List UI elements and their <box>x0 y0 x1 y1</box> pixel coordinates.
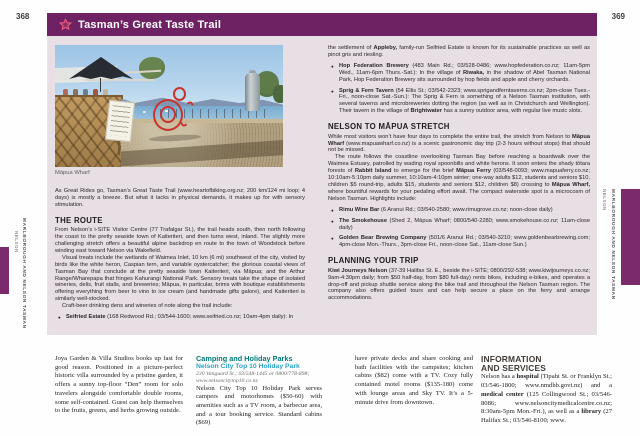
bullet-icon: ● <box>58 315 61 321</box>
spine-section-label-right: NELSON <box>602 189 607 211</box>
photo-roof-beam <box>85 79 155 81</box>
photo-tree-right-small <box>273 85 283 103</box>
feature-title-bar <box>47 13 597 36</box>
list-item-text: Hop Federation Brewery (483 Main Rd.; 03/528-0486; www.hopfederation.co.nz; 11am-5pm Wed., 11am-6pm Thurs.-Sat.): In the village of Riwaka, in the shadow of Abel Tasman National Park, Hop Federation Brewery sits surrounded by hop fields and apple and cherry orchards. <box>339 62 590 83</box>
holiday-park-subheading: Nelson City Top 10 Holiday Park <box>196 363 300 370</box>
spine-tab-right <box>621 189 640 285</box>
list-item-rimu-wine-bar <box>328 207 590 214</box>
spine-region-label-left: MARLBOROUGH AND NELSON TASMAN <box>21 218 26 329</box>
list-item-seifried-estate <box>55 314 305 321</box>
photo-caption: Māpua Wharf <box>55 170 90 176</box>
body-column-joya-garden <box>55 355 183 416</box>
body-text: Joya Garden & Villa Studios books up fast for good reason. Positioned in a picture-perfect historic villa surrounded by a pristine garden, it offers a sunny top-floor “Den” room for solo travelers alongside comfortable double rooms, some self-contained. Guest can help themselves to the fruits, greens, and herbs growing outside. <box>55 355 183 415</box>
planning-heading: PLANNING YOUR TRIP <box>328 256 419 266</box>
intro-paragraph: As Great Rides go, Tasman’s Great Taste Trail (www.heartofbiking.org.nz; 200 km/124 mi loop; 4 days) is mostly a breeze. But what it lacks in physical demands, it makes up for with sensory stimulation. <box>55 188 305 208</box>
feature-right-column <box>328 45 590 335</box>
camping-heading: Camping and Holiday Parks <box>196 354 293 363</box>
route-heading: THE ROUTE <box>55 215 103 225</box>
list-item-text: Sprig & Fern Tavern (54 Ellis St.; 03/542-2323; www.sprigandferntaverns.co.nz; 2pm-close Tues.-Fri., noon-close Sat.-Sun.): The Sprig & Fern is something of a Nelson Tasman institution, with several taverns and microbreweries dotting the region (as well as in Christchurch and Wellington). Their tavern in the village of Brightwater has a sunny outdoor area, with regular live music slots. <box>339 87 590 115</box>
list-item-text: Golden Bear Brewing Company (501/6 Aranui Rd.; 03/540-3210; www.goldenbearbrewing.com; 4pm-close Mon.-Thurs., 3pm-close Fri., noon-close Sat., 11am-close Sun.) <box>339 235 591 249</box>
route-paragraph-2: Visual treats include the wetlands of Waimea Inlet, 10 km (6 mi) southwest of the city, visited by birds like the white heron, Caspian tern, and variable oystercatcher; the glorious coastal views of Tasman Bay that conclude at the pretty seaside town Kaiteriteri, via Māpua; and the Arthur Range/Wharepapa that fringes Kahurangi National Park. Sensory treats take the shape of isolated wineries, delis, fruit stalls, and breweries; Māpua, in particular, brims with boutique establishments offering everything from beer to vino to ice cream (and handmade gifts galore), and Kaiteriteri is similarly well-stocked. <box>55 254 305 303</box>
body-text: Nelson has a hospital (Tipahi St. or Franklyn St.; 03/546-1800; www.nmdhb.govt.nz) and a medical center (125 Collingwood St.; 03/546-8086; www.nelsoncitymedicalcentre.co.nz; 8:30am-5pm Mon.-Fri.), as well as a library (27 Halifax St.; 03/546-8100; www. <box>481 373 612 424</box>
list-item-text: Rimu Wine Bar (6 Aranui Rd.; 03/540-2580; www.rimugrove.co.nz; noon-close daily) <box>339 206 553 213</box>
bullet-icon: ● <box>331 236 334 242</box>
mapua-stretch-heading: NELSON TO MĀPUA STRETCH <box>328 122 450 132</box>
route-paragraph-1: From Nelson’s i-SITE Visitor Centre (77 Trafalgar St.), the trail heads south, then north following the coast to the pretty seaside town of Kaiteriteri, and then turns west, inland. The slightly more challenging stretch offers a beautiful alpine backdrop en route to the town of Woodstock before winding east toward Nelson via Wakefield. <box>55 227 305 254</box>
bullet-icon: ● <box>331 207 334 213</box>
information-services-heading: INFORMATION AND SERVICES <box>481 354 547 374</box>
photo-tree-center <box>139 57 165 79</box>
list-item-text: Seifried Estate (168 Redwood Rd.; 03/544-1600; www.seifried.co.nz; 10am-4pm daily): In <box>66 314 294 321</box>
feature-title: Tasman’s Great Taste Trail <box>78 18 222 31</box>
list-item-hop-federation <box>328 63 590 84</box>
spine-region-label-right: MARLBOROUGH AND NELSON TASMAN <box>610 189 615 300</box>
route-paragraph-3: Craft-beer drinking dens and wineries of note along the trail include: <box>62 303 233 310</box>
great-rides-feature-box <box>47 13 597 335</box>
holiday-park-contact: 230 Vanguard St.; 03/548-1445 or 0800/778-898; www.nelsoncitytop10.co.nz <box>196 370 310 384</box>
bullet-icon: ● <box>331 218 334 224</box>
continuation-paragraph: the settlement of Appleby, family-run Seifried Estate is known for its sustainable practices as well as pinot gris and riesling. <box>328 45 590 58</box>
list-item-smokehouse <box>328 218 590 232</box>
spine-section-label-left: NELSON <box>14 231 19 253</box>
photo-sign-post <box>118 141 120 155</box>
photo-brewing-tank <box>245 73 260 111</box>
mapua-paragraph-2: The route follows the coastline overlooking Tasman Bay before reaching a boardwalk over the Waimea Estuary, patrolled by wading royal spoonbills and white herons. It soon enters the shady tōtara forests of Rabbit Island to emerge for the brief Māpua Ferry (03/548-0093; www.mapuaferry.co.nz; 10:10am-5:10pm daily summer, 10:10am-4:10pm winter; one-way adults $12, students and seniors $10, children $5 round-trip, adults $15, students and seniors $12, children $8) crossing to Māpua Wharf, where bountiful rewards for your pedaling effort await. The compact waterside spot is a microcosm of Nelson Tasman. Highlights include: <box>328 154 590 202</box>
feature-left-column <box>55 45 305 335</box>
page-number-right: 369 <box>611 12 625 21</box>
body-column-information <box>481 355 612 426</box>
body-text: Nelson City Top 10 Holiday Park serves campers and motorhomes ($50-60) with amenities such as a TV room, a barbecue area, and a tour booking service. Standard cabins ($69) <box>196 384 322 427</box>
spine-tab-left <box>0 247 9 294</box>
body-column-camping <box>196 355 322 428</box>
mapua-wharf-photo <box>55 45 283 167</box>
bullet-icon: ● <box>331 63 334 69</box>
list-item-text: The Smokehouse (Shed 2, Māpua Wharf; 0800/540-2280; www.smokehouse.co.nz; 11am-close daily) <box>339 217 590 231</box>
star-icon <box>59 18 72 31</box>
body-text: have private decks and share cooking and bath facilities with the campsites; kitchen cabins ($82) come with a TV. Cozy fully contained motel rooms ($135-180) come with lounge areas and Sky TV. It’s a 5-minute drive from downtown. <box>355 355 473 406</box>
mapua-paragraph-1: While most visitors won’t have four days to complete the entire trail, the stretch from Nelson to Māpua Wharf (www.mapuawharf.co.nz) is a scenic gastronomic day trip (2-3 hours without stops) that should not be missed. <box>328 133 590 154</box>
page-number-left: 368 <box>16 12 30 21</box>
bullet-icon: ● <box>331 88 334 94</box>
feature-panel <box>47 36 597 335</box>
photo-menu-sign <box>105 100 135 142</box>
planning-paragraph: Kiwi Journeys Nelson (37-39 Halifax St. E., beside the i-SITE; 0800/292-538; www.kiwijourneys.co.nz; 9am-4:30pm daily; from $50 half-day, from $80 full-day) rents bikes, including e-bikes, and operates a drop-off and pickup shuttle service along the bike trail and throughout the Nelson Tasman region. The company also offers guided tours and can help secure a place on the ferry and arrange accommodations. <box>328 267 590 302</box>
photo-red-sculpture <box>147 85 195 137</box>
body-column-continuation <box>355 355 473 407</box>
list-item-sprig-fern <box>328 88 590 116</box>
list-item-golden-bear <box>328 235 590 249</box>
